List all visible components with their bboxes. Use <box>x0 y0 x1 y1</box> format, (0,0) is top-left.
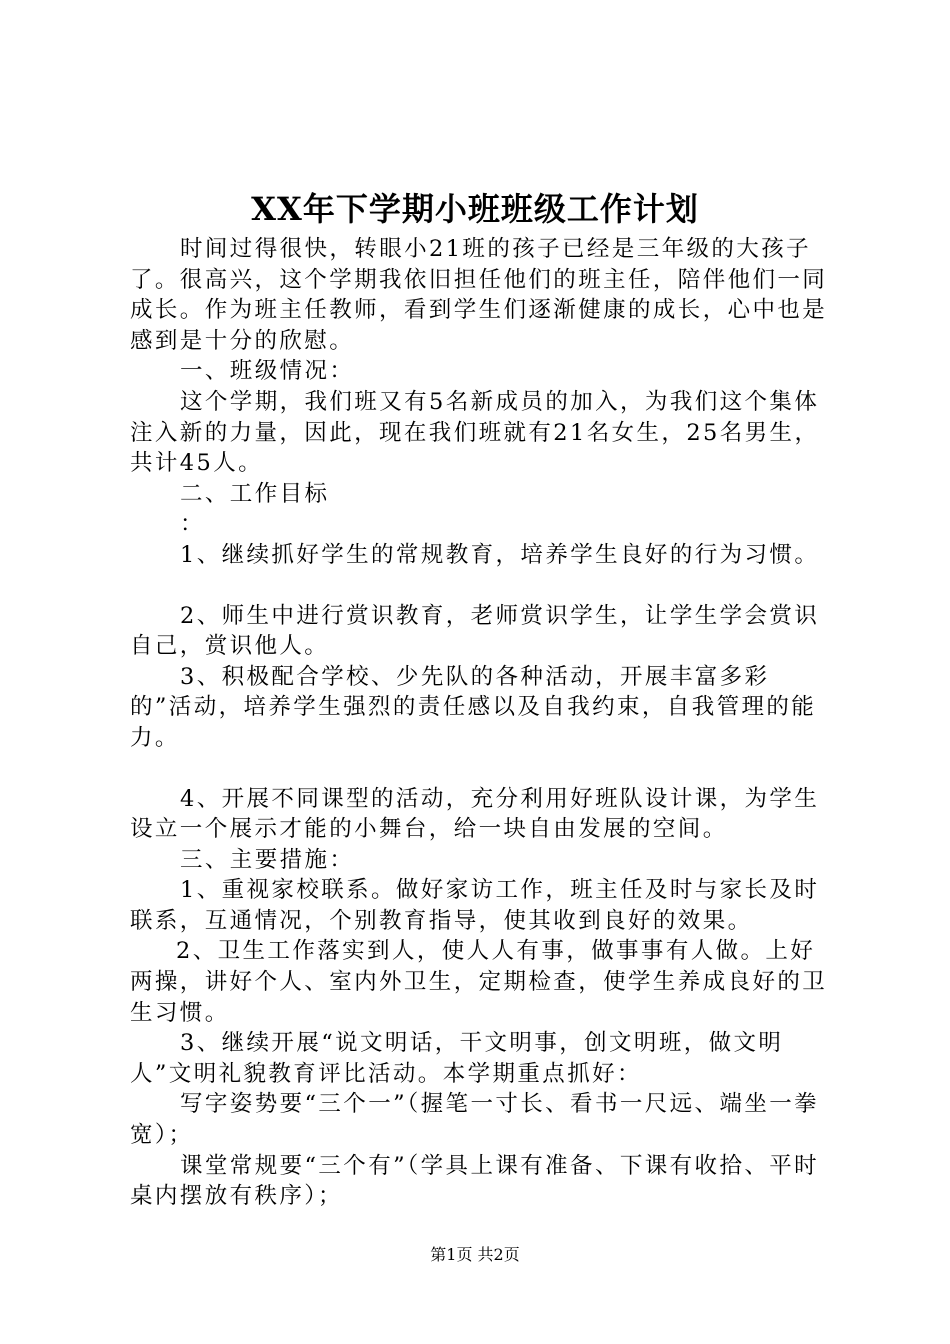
goal-item-3: 3、积极配合学校、少先队的各种活动，开展丰富多彩的”活动，培养学生强烈的责任感以及自我约束，自我管理的能力。 <box>130 663 817 751</box>
heading-class-situation: 一、班级情况： <box>180 358 355 385</box>
page-footer: 第1页 共2页 <box>430 1245 520 1264</box>
paragraph-class-situation: 这个学期，我们班又有5名新成员的加入，为我们这个集体注入新的力量，因此，现在我们班就有21名女生，25名男生，共计45人。 <box>130 388 820 477</box>
heading-work-goals: 二、工作目标 <box>180 480 330 507</box>
goal-item-4: 4、开展不同课型的活动，充分利用好班队设计课，为学生设立一个展示才能的小舞台，给一块自由发展的空间。 <box>130 785 820 843</box>
goal-item-1: 1、继续抓好学生的常规教育，培养学生良好的行为习惯。 <box>180 541 820 568</box>
measure-item-2: 2、卫生工作落实到人，使人人有事，做事事有人做。上好两操，讲好个人、室内外卫生，定期检查，使学生养成良好的卫生习惯。 <box>130 938 828 1026</box>
measure-item-1: 1、重视家校联系。做好家访工作，班主任及时与家长及时联系，互通情况，个别教育指导，使其收到良好的效果。 <box>130 877 820 934</box>
paragraph-intro: 时间过得很快，转眼小21班的孩子已经是三年级的大孩子了。很高兴，这个学期我依旧担任他们的班主任，陪伴他们一同成长。作为班主任教师，看到学生们逐渐健康的成长，心中也是感到是十分的欣慰。 <box>130 236 828 354</box>
measure-subitem-classroom: 课堂常规要“三个有”（学具上课有准备、下课有收拾、平时桌内摆放有秩序）； <box>130 1152 820 1210</box>
goal-item-2: 2、师生中进行赏识教育，老师赏识学生，让学生学会赏识自己，赏识他人。 <box>130 602 820 660</box>
heading-work-goals-colon: ： <box>180 511 205 538</box>
measure-item-3: 3、继续开展“说文明话，干文明事，创文明班，做文明人”文明礼貌教育评比活动。本学期重点抓好： <box>130 1030 784 1087</box>
heading-main-measures: 三、主要措施： <box>180 846 355 873</box>
document-body <box>130 234 830 1212</box>
measure-subitem-writing: 写字姿势要“三个一”（握笔一寸长、看书一尺远、端坐一拳宽）； <box>130 1091 820 1149</box>
spacer <box>130 754 830 784</box>
document-title: XX年下学期小班班级工作计划 <box>251 190 699 228</box>
spacer <box>130 571 830 601</box>
